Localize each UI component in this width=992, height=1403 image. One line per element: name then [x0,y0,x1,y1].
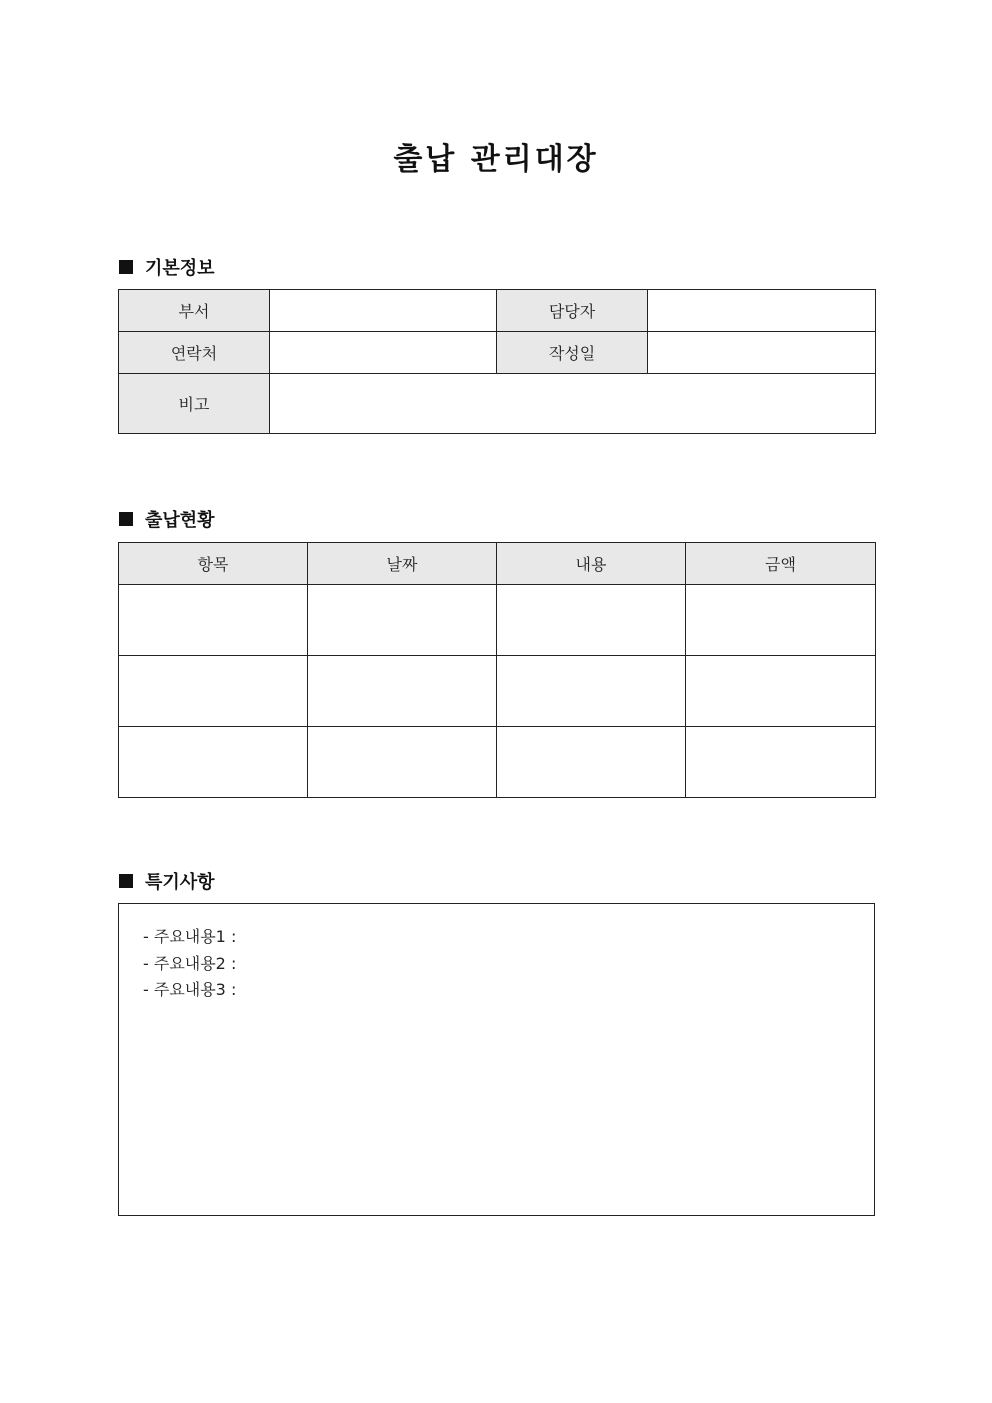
page-title: 출납 관리대장 [393,142,599,177]
table-row [119,656,876,727]
square-bullet-icon [119,260,133,274]
section-heading-ledger [119,506,215,532]
content-cell[interactable] [497,656,686,727]
item-cell[interactable] [119,656,308,727]
column-header-date: 날짜 [308,543,497,585]
amount-cell[interactable] [686,585,876,656]
content-cell[interactable] [497,727,686,798]
section-heading-label: 기본정보 [145,258,215,279]
notes-box[interactable] [118,903,875,1216]
list-item: - 주요내용3 : [143,980,237,999]
item-cell[interactable] [119,585,308,656]
list-item: - 주요내용1 : [143,927,237,946]
column-header-content: 내용 [497,543,686,585]
list-item: - 주요내용2 : [143,953,237,973]
section-heading-basic-info [119,254,215,280]
manager-field[interactable] [648,290,876,332]
table-row [119,585,876,656]
column-header-amount: 금액 [686,543,876,585]
column-header-item: 항목 [119,543,308,585]
contact-field[interactable] [270,332,497,374]
manager-label: 담당자 [497,290,648,332]
section-heading-label: 특기사항 [145,872,215,893]
basic-info-table [118,289,876,434]
date-label: 작성일 [497,332,648,374]
date-field[interactable] [648,332,876,374]
content-cell[interactable] [497,585,686,656]
square-bullet-icon [119,874,133,888]
department-label: 부서 [119,290,270,332]
date-cell[interactable] [308,585,497,656]
department-field[interactable] [270,290,497,332]
square-bullet-icon [119,512,133,526]
section-heading-notes [119,868,215,894]
amount-cell[interactable] [686,727,876,798]
section-heading-label: 출납현황 [145,510,215,531]
contact-label: 연락처 [119,332,270,374]
amount-cell[interactable] [686,656,876,727]
date-cell[interactable] [308,727,497,798]
date-cell[interactable] [308,656,497,727]
notes-list [119,904,874,1004]
remarks-field[interactable] [270,374,876,434]
remarks-label: 비고 [119,374,270,434]
item-cell[interactable] [119,727,308,798]
ledger-table [118,542,876,798]
table-row [119,727,876,798]
